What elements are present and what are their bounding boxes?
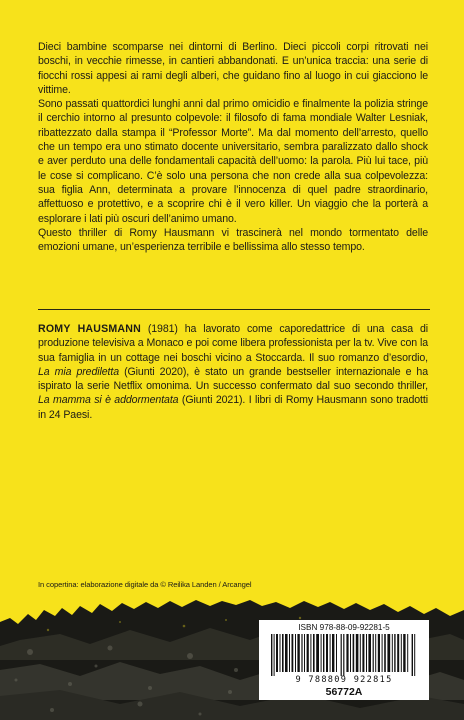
blurb-paragraph-2: Sono passati quattordici lunghi anni dal primo omicidio e finalmente la polizia stringe il cerchio intorno al presunto colpevole: il filosofo di fama mondiale Walter Lesniak, ribattezzato dalla stampa il “Professor Morte”. Ma dal momento dell’arresto, quello che un tempo era uno stimato docente universitario, sembra paralizzato dallo shock e aver perduto una delle fondamentali capacità dell’uomo: la parola. Più lui tace, più le cose si complicano. C’è solo una persona che non crede alla sua colpevolezza: sua figlia Ann, determinata a provare l’innocenza di quel padre straordinario, affettuoso e protettivo, e a scoprire chi è il vero killer. Un viaggio che la porterà a esplorare i lati più oscuri dell’animo umano. xyxy=(38,98,428,225)
isbn-label: ISBN 978-88-09-92281-5 xyxy=(298,623,390,632)
cover-credit: In copertina: elaborazione digitale da © Reilika Landen / Arcangel xyxy=(38,580,252,589)
author-bio xyxy=(38,322,428,422)
barcode-icon xyxy=(269,634,419,676)
author-name: ROMY HAUSMANN xyxy=(38,323,141,335)
book-title-1: La mia prediletta xyxy=(38,365,120,378)
bio-text-2: (Giunti 2020), è stato un grande bestseller internazionale e ha ispirato la serie Netflix omonima. Un successo confermato dal suo secondo thriller, xyxy=(38,365,428,393)
blurb xyxy=(38,40,428,254)
divider xyxy=(38,309,430,310)
product-code-box xyxy=(259,685,429,700)
blurb-paragraph-3: Questo thriller di Romy Hausmann vi trascinerà nel mondo tormentato delle emozioni umane, un’esperienza terribile e bellissima allo stesso tempo. xyxy=(38,226,428,254)
bio-text-1: (1981) ha lavorato come caporedattrice di una casa di produzione televisiva a Monaco e poi come libera professionista per la tv. Vive con la sua famiglia in un cottage nei boschi vicino a Stoccarda. Il suo romanzo d’esordio, xyxy=(38,323,429,364)
book-title-2: La mamma si è addormentata xyxy=(38,394,179,407)
bio-text-3: (Giunti 2021). I libri di Romy Hausmann sono tradotti in 24 Paesi. xyxy=(38,394,428,421)
blurb-paragraph-1: Dieci bambine scomparse nei dintorni di Berlino. Dieci piccoli corpi ritrovati nei boschi, in vecchie rimesse, in cantieri abbandonati. E un’unica traccia: una serie di fiocchi rossi appesi ai rami degli alberi, che guidano fino al luogo in cui giacciono le vittime. xyxy=(38,41,428,96)
product-code: 56772A xyxy=(325,686,363,698)
barcode-digits: 9 788809 922815 xyxy=(295,675,393,685)
